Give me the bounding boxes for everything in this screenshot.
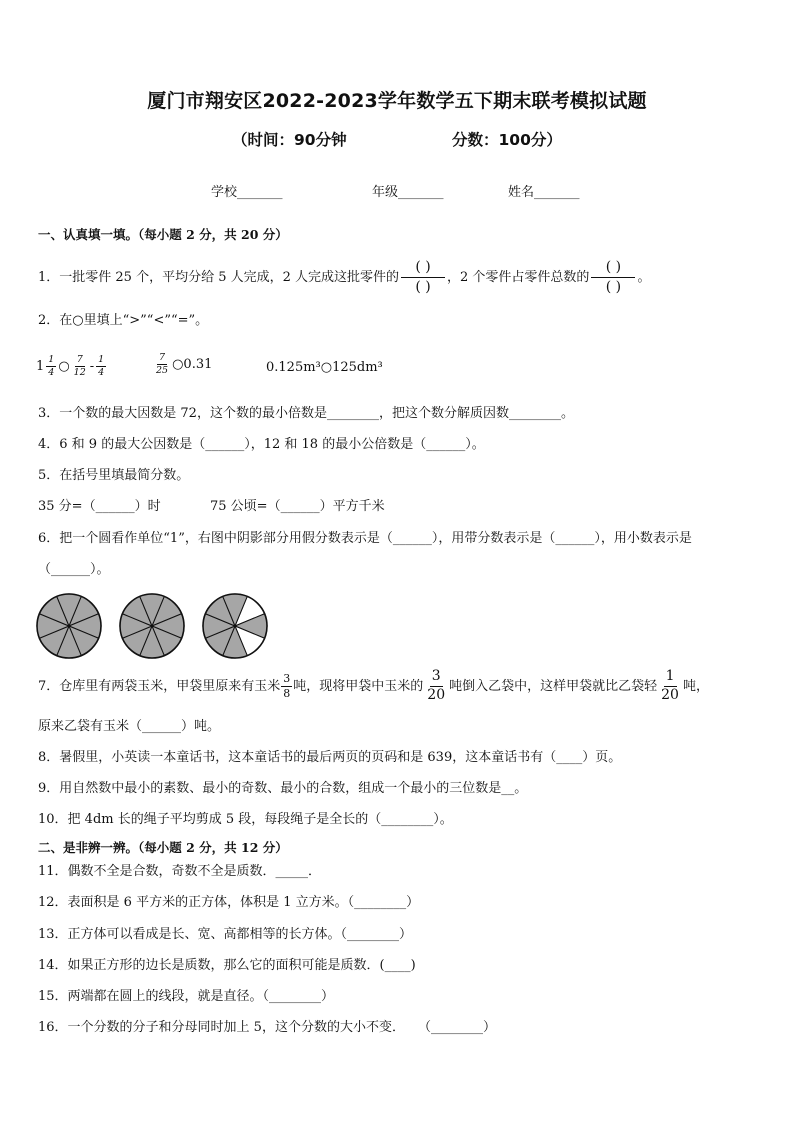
q7-text-d: 吨，	[682, 678, 709, 694]
q2-item1-fraction-1: $\frac{1}{4}$	[48, 354, 55, 378]
question-3: 3．一个数的最大因数是 72，这个数的最小倍数是________，把这个数分解质因数________。	[38, 406, 574, 421]
question-2-item-2	[152, 352, 212, 377]
question-12: 12．表面积是 6 平方米的正方体，体积是 1 立方米。（________）	[38, 895, 420, 910]
section-2-heading: 二、是非辨一辨。（每小题 2 分，共 12 分）	[38, 840, 288, 855]
school-field: 学校_______	[211, 185, 283, 200]
q2-item2-fraction: $\frac{7}{25}$	[156, 352, 169, 376]
question-14: 14．如果正方形的边长是质数，那么它的面积可能是质数．(____)	[38, 958, 416, 973]
question-15: 15．两端都在圆上的线段，就是直径。（________）	[38, 989, 335, 1004]
q2-item2-rest: ○0.31	[172, 356, 213, 372]
q2-item1-fraction-3: $\frac{1}{4}$	[98, 354, 105, 378]
question-1-end: 。	[637, 270, 651, 285]
question-10: 10．把 4dm 长的绳子平均剪成 5 段，每段绳子是全长的（________）。	[38, 812, 453, 827]
q7-text-b: 吨，现将甲袋中玉米的	[293, 678, 424, 694]
question-5b: 75 公顷=（______）平方千米	[210, 499, 385, 514]
q7-text-a: 7．仓库里有两袋玉米，甲袋里原来有玉米	[38, 678, 281, 694]
question-1-answer-box-1: ( ) ( )	[401, 258, 445, 297]
question-1-text-b: ，2 个零件占零件总数的	[447, 270, 590, 285]
question-1-answer-box-2: ( ) ( )	[591, 258, 635, 297]
question-5: 5．在括号里填最简分数。	[38, 468, 190, 483]
q7-fraction-1: $\frac{3}{8}$	[283, 671, 291, 700]
question-16: 16．一个分数的分子和分母同时加上 5，这个分数的大小不变． （________）	[38, 1020, 496, 1035]
question-7-line-2: 原来乙袋有玉米（______）吨。	[38, 719, 221, 734]
grade-field: 年级_______	[372, 185, 444, 200]
q2-item1-whole: 1	[36, 358, 45, 374]
q7-text-c: 吨倒入乙袋中，这样甲袋就比乙袋轻	[449, 678, 658, 694]
question-2-item-3: 0.125m³○125dm³	[266, 360, 383, 375]
question-13: 13．正方体可以看成是长、宽、高都相等的长方体。（________）	[38, 927, 413, 942]
q2-item1-circle: ○	[58, 358, 70, 374]
q7-fraction-3: $\frac{1}{20}$	[661, 668, 679, 703]
question-5a: 35 分=（______）时	[38, 499, 161, 514]
name-field: 姓名_______	[508, 185, 580, 200]
exam-score: 分数：100分）	[452, 131, 562, 149]
question-9: 9．用自然数中最小的素数、最小的奇数、最小的合数，组成一个最小的三位数是__。	[38, 781, 528, 796]
question-1-text-a: 1．一批零件 25 个，平均分给 5 人完成，2 人完成这批零件的	[38, 270, 400, 285]
question-6-line-2: （______）。	[38, 562, 110, 577]
question-8: 8．暑假里，小英读一本童话书，这本童话书的最后两页的页码和是 639，这本童话书有（____）页。	[38, 750, 622, 765]
question-2: 2．在○里填上“>”“<”“=”。	[38, 313, 209, 328]
q2-item1-fraction-2: $\frac{7}{12}$	[73, 354, 86, 378]
question-4: 4．6 和 9 的最大公因数是（______），12 和 18 的最小公倍数是（______）。	[38, 437, 485, 452]
exam-time: （时间：90分钟	[232, 131, 347, 149]
page-title: 厦门市翔安区2022-2023学年数学五下期末联考模拟试题	[147, 90, 647, 112]
question-1	[38, 258, 650, 297]
section-1-heading: 一、认真填一填。（每小题 2 分，共 20 分）	[38, 227, 288, 242]
fraction-circles-figure	[35, 592, 275, 660]
question-11: 11．偶数不全是合数，奇数不全是质数．_____．	[38, 864, 322, 879]
q2-item1-minus: -	[89, 358, 95, 374]
question-7	[38, 668, 709, 704]
question-6: 6．把一个圆看作单位“1”，右图中阴影部分用假分数表示是（______），用带分数表示是（______），用小数表示是	[38, 531, 692, 546]
q7-fraction-2: $\frac{3}{20}$	[427, 668, 446, 703]
question-2-item-1	[36, 354, 108, 379]
